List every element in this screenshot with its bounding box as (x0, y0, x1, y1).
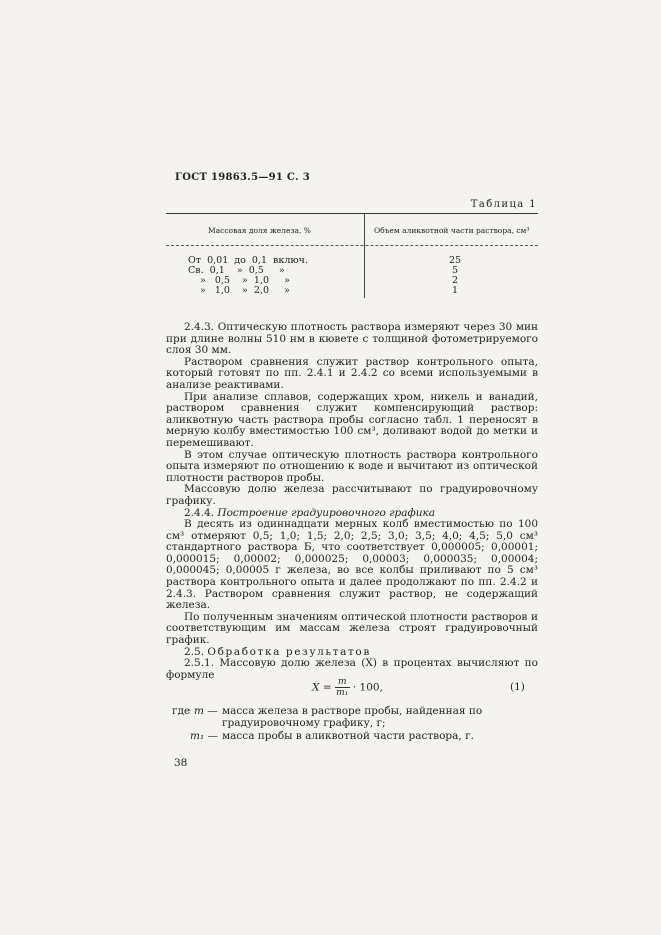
section-title: Обработка результатов (207, 645, 371, 658)
table-row-range-1: От 0,01 до 0,1 включ. (188, 255, 308, 266)
formula-number: (1) (510, 681, 525, 693)
formula-denominator: m₁ (336, 688, 349, 698)
formula-lhs: X = (312, 681, 332, 694)
definition-m1 (172, 731, 538, 743)
paragraph-reference-solution: Раствором сравнения служит раствор контрольного опыта, который готовят по пп. 2.4.1 и 2.4.2 со всеми используемыми в анализе реактивами. (166, 355, 538, 391)
table-column-divider (364, 214, 365, 298)
formula (312, 677, 383, 698)
table-row-volume-1: 25 (448, 255, 462, 266)
table-col-header-volume: Объем аликвотной части раствора, см³ (374, 226, 530, 235)
table-row-range-4: » 1,0 » 2,0 » (200, 285, 290, 296)
formula-fraction (335, 677, 350, 698)
body-text (166, 322, 538, 681)
definitions-intro: где (172, 705, 191, 717)
table-row-range-2: Св. 0,1 » 0,5 » (188, 265, 285, 276)
section-number: 2.5. (184, 645, 205, 658)
formula-rhs: · 100, (352, 681, 383, 694)
paragraph-control-density: В этом случае оптическую плотность раствора контрольного опыта измеряют по отношению к воде и вычитают из оптической плотности растворов пробы. (166, 448, 538, 484)
doc-header: ГОСТ 19863.5—91 С. 3 (175, 172, 311, 183)
definition-m-symbol: m — (194, 705, 218, 717)
table-col-header-fraction: Массовая доля железа, % (208, 226, 311, 235)
table-row-volume-4: 1 (451, 285, 459, 296)
table-caption: Таблица 1 (470, 199, 537, 210)
section-number: 2.4.4. (184, 506, 215, 519)
table-row-volume-2: 5 (451, 265, 459, 276)
paragraph-calculation: Массовую долю железа рассчитывают по градуировочному графику. (166, 483, 538, 507)
definition-m1-symbol: m₁ — (190, 730, 219, 743)
table-row-range-3: » 0,5 » 1,0 » (200, 275, 290, 286)
paragraph-alloy-analysis: При анализе сплавов, содержащих хром, никель и ванадий, раствором сравнения служит компенсирующий раствор: аликвотную часть раствора пробы согласно табл. 1 переносят в мерную колбу вместимостью 100 см³, доливают водой до метки и перемешивают. (166, 390, 538, 449)
page-number: 38 (174, 757, 188, 769)
definition-m-text: масса железа в растворе пробы, найденная по градуировочному графику, г; (222, 705, 483, 729)
paragraph-2-4-3: 2.4.3. Оптическую плотность раствора измеряют через 30 мин при длине волны 510 нм в кювете с толщиной фотометрируемого слоя 30 мм. (166, 321, 538, 357)
paragraph-calibration-procedure: В десять из одиннадцати мерных колб вместимостью по 100 см³ отмеряют 0,5; 1,0; 1,5; 2,0; 2,5; 3,0; 3,5; 4,0; 4,5; 5,0 см³ стандартного раствора Б, что соответствует 0,000005; 0,00001; 0,000015; 0,00002; 0,000025; 0,00003; 0,000035; 0,00004; 0,000045; 0,00005 г железа, во все колбы приливают по 5 см³ раствора контрольного опыта и далее продолжают по пп. 2.4.2 и 2.4.3. Раствором сравнения служит раствор, не содержащий железа. (166, 518, 538, 612)
table-header-rule (166, 245, 538, 246)
formula-numerator: m (335, 677, 350, 688)
table-row-volume-3: 2 (451, 275, 459, 286)
table-top-rule (166, 213, 538, 214)
paragraph-2-5-1: 2.5.1. Массовую долю железа (X) в процентах вычисляют по формуле (166, 657, 538, 681)
definition-m (172, 706, 538, 729)
paragraph-graph-construction: По полученным значениям оптической плотности растворов и соответствующим им массам железа строят градуировочный график. (166, 610, 538, 647)
definition-m1-text: масса пробы в аликвотной части раствора, г. (222, 730, 474, 743)
section-title: Построение градуировочного графика (217, 506, 436, 519)
definitions (172, 706, 538, 743)
